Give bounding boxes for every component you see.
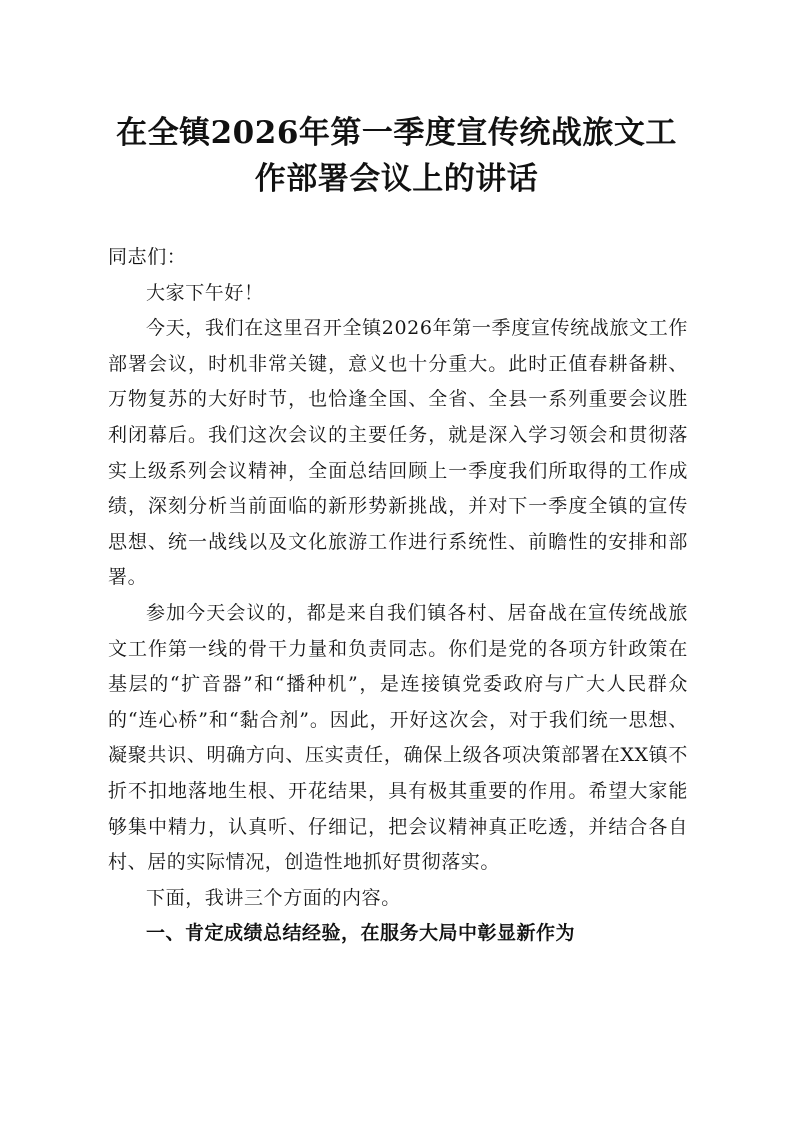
document-title (108, 110, 685, 202)
title-line-1: 在全镇2026年第一季度宣传统战旅文工 (116, 115, 677, 151)
document-body (108, 240, 688, 952)
greeting: 大家下午好！ (146, 281, 264, 304)
title-line-2: 作部署会议上的讲话 (254, 161, 539, 197)
paragraph-outline: 下面，我讲三个方面的内容。 (146, 886, 401, 909)
paragraph-opening: 今天，我们在这里召开全镇2026年第一季度宣传统战旅文工作部署会议，时机非常关键，意义也十分重大。此时正值春耕备耕、万物复苏的大好时节，也恰逢全国、全省、全县一系列重要会议胜利闭幕后。我们这次会议的主要任务，就是深入学习领会和贯彻落实上级系列会议精神，全面总结回顾上一季度我们所取得的工作成绩，深刻分析当前面临的新形势新挑战，并对下一季度全镇的宣传思想、统一战线以及文化旅游工作进行系统性、前瞻性的安排和部署。 (108, 317, 688, 589)
salutation: 同志们： (108, 246, 187, 268)
section-heading-1: 一、肯定成绩总结经验，在服务大局中彰显新作为 (146, 922, 576, 945)
paragraph-attendees: 参加今天会议的，都是来自我们镇各村、居奋战在宣传统战旅文工作第一线的骨干力量和负责同志。你们是党的各项方针政策在基层的“扩音器”和“播种机”，是连接镇党委政府与广大人民群众的“连心桥”和“黏合剂”。因此，开好这次会，对于我们统一思想、凝聚共识、明确方向、压实责任，确保上级各项决策部署在XX镇不折不扣地落地生根、开花结果，具有极其重要的作用。希望大家能够集中精力，认真听、仔细记，把会议精神真正吃透，并结合各自村、居的实际情况，创造性地抓好贯彻落实。 (108, 601, 688, 874)
